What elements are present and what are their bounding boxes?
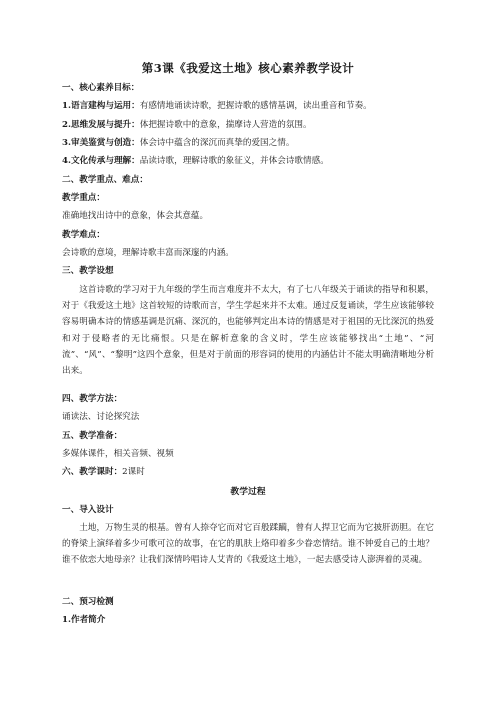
- goal-item: [62, 100, 434, 113]
- author-heading: 1.作者简介: [62, 615, 106, 625]
- section-heading-design: 三、教学设想: [62, 266, 114, 276]
- section-heading-prep: 五、教学准备：: [62, 431, 123, 441]
- section-heading-hours: 六、教学课时：: [62, 467, 123, 477]
- goal-text: 体把握诗歌中的意象，揣摩诗人营造的氛围。: [139, 120, 312, 130]
- section-heading-method: 四、教学方法：: [62, 394, 123, 404]
- class-hours: [62, 466, 434, 479]
- goal-text: 品读诗歌，理解诗歌的象征义，并体会诗歌情感。: [139, 156, 329, 166]
- goal-label: 3.审美鉴赏与创造：: [62, 138, 140, 148]
- section-heading-preview: 二、预习检测: [62, 597, 114, 607]
- difficulty-text: 会诗歌的意境，理解诗歌丰富而深邃的内涵。: [62, 248, 234, 258]
- process-heading: 教学过程: [230, 487, 266, 497]
- goal-text: 体会诗中蕴含的深沉而真挚的爱国之情。: [139, 138, 295, 148]
- focus-label: 教学重点：: [62, 193, 105, 203]
- intro-paragraph: 土地，万物生灵的根基。曾有人捺夺它而对它百般蹂躏，曾有人捍卫它而为它披肝沥胆。在它的脊梁上演绎着多少可歌可泣的故事，在它的肌肤上烙印着多少眷恋情结。谁不钟爱自己的土地？谁不依恋大地母亲？让我们深情吟唱诗人艾青的《我爱这土地》，一起去感受诗人澎湃着的灵魂。: [62, 523, 434, 566]
- goal-label: 2.思维发展与提升：: [62, 120, 140, 130]
- section-heading-goals: 一、核心素养目标：: [62, 83, 140, 93]
- design-paragraph: 这首诗歌的学习对于九年级的学生而言难度并不太大，有了七八年级关于诵读的指导和积累，对于《我爱这土地》这首较短的诗歌而言，学生学起来并不太难。通过反复诵读，学生应该能够较容易明确本诗的情感基调是沉痛、深沉的，也能够判定出本诗的情感是对于祖国的无比深沉的热爱和对于侵略者的无比痛恨。只是在解析意象的含义时，学生应该能够找出“土地”、“河流”、“风”、“黎明”这四个意象，但是对于前面的形容词的使用的内涵估计不能太明确清晰地分析出来。: [62, 285, 434, 377]
- goal-label: 1.语言建构与运用：: [62, 101, 140, 111]
- goal-item: [62, 155, 434, 168]
- page-title: 第3课《我爱这土地》核心素养教学设计: [141, 61, 355, 75]
- focus-text: 准确地找出诗中的意象，体会其意蕴。: [62, 211, 209, 221]
- section-heading-focus: 二、教学重点、难点：: [62, 175, 148, 185]
- goal-text: 有感情地诵读诗歌，把握诗歌的感情基调，读出重音和节奏。: [139, 101, 372, 111]
- prep-text: 多媒体课件，相关音频、视频: [62, 449, 174, 459]
- difficulty-label: 教学难点：: [62, 230, 105, 240]
- class-hours-value: 2课时: [122, 467, 145, 477]
- goal-label: 4.文化传承与理解：: [62, 156, 140, 166]
- goal-item: [62, 137, 434, 150]
- method-text: 诵读法、讨论探究法: [62, 412, 140, 422]
- goal-item: [62, 119, 434, 132]
- section-heading-intro: 一、导入设计: [62, 505, 114, 515]
